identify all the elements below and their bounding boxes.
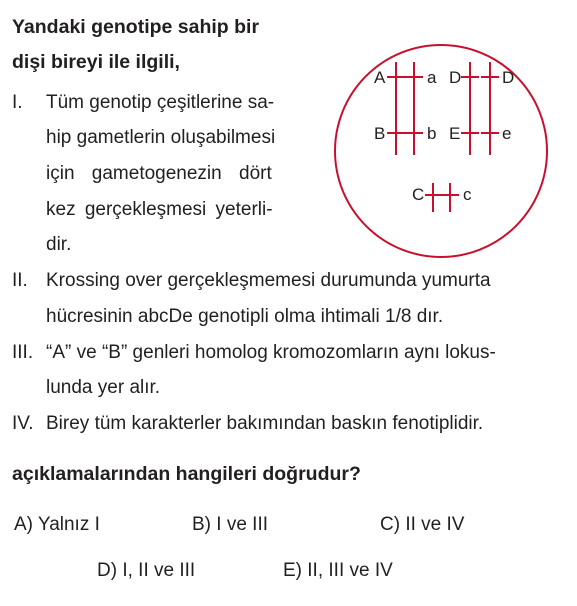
allele-label: a xyxy=(427,68,437,87)
question-intro-line-2: dişi bireyi ile ilgili, xyxy=(12,51,180,73)
statement-2-numeral: II. xyxy=(12,270,28,291)
option-e[interactable]: E) II, III ve IV xyxy=(283,560,393,581)
cell-genotype-diagram xyxy=(330,40,552,262)
allele-label: D xyxy=(449,68,462,87)
statement-1-line-2: hip gametlerin oluşabilmesi xyxy=(46,127,276,148)
allele-label: E xyxy=(449,124,461,143)
statement-1-numeral: I. xyxy=(12,92,23,113)
option-c[interactable]: C) II ve IV xyxy=(380,514,465,535)
chromosome-pair-ab xyxy=(374,62,437,155)
allele-label: c xyxy=(463,185,472,204)
question-prompt: açıklamalarından hangileri doğrudur? xyxy=(12,463,361,485)
statement-3-numeral: III. xyxy=(12,342,34,363)
allele-label: D xyxy=(502,68,515,87)
option-d[interactable]: D) I, II ve III xyxy=(97,560,196,581)
statement-4-numeral: IV. xyxy=(12,413,34,434)
statement-3-line-2: lunda yer alır. xyxy=(46,377,161,398)
allele-label: C xyxy=(412,185,425,204)
cell-membrane xyxy=(335,45,547,257)
statement-1-line-1: Tüm genotip çeşitlerine sa- xyxy=(46,92,275,113)
statement-2-line-2: hücresinin abcDe genotipli olma ihtimali 1/8 dır. xyxy=(46,306,444,327)
statement-4-line-1: Birey tüm karakterler bakımından baskın fenotiplidir. xyxy=(46,413,484,434)
statement-3-line-1: “A” ve “B” genleri homolog kromozomların aynı lokus- xyxy=(46,342,496,363)
option-a[interactable]: A) Yalnız I xyxy=(14,514,100,535)
chromosome-pair-de xyxy=(449,62,514,155)
statement-2-line-1: Krossing over gerçekleşmemesi durumunda yumurta xyxy=(46,270,491,291)
statement-1-line-3: için gametogenezin dört xyxy=(46,163,272,184)
statement-1-line-5: dir. xyxy=(46,234,72,255)
chromosome-pair-c xyxy=(412,183,472,212)
allele-label: b xyxy=(427,124,437,143)
allele-label: A xyxy=(374,68,386,87)
option-b[interactable]: B) I ve III xyxy=(192,514,269,535)
allele-label: e xyxy=(502,124,512,143)
statement-1-line-4: kez gerçekleşmesi yeterli- xyxy=(46,199,273,220)
allele-label: B xyxy=(374,124,386,143)
question-intro-line-1: Yandaki genotipe sahip bir xyxy=(12,16,260,38)
